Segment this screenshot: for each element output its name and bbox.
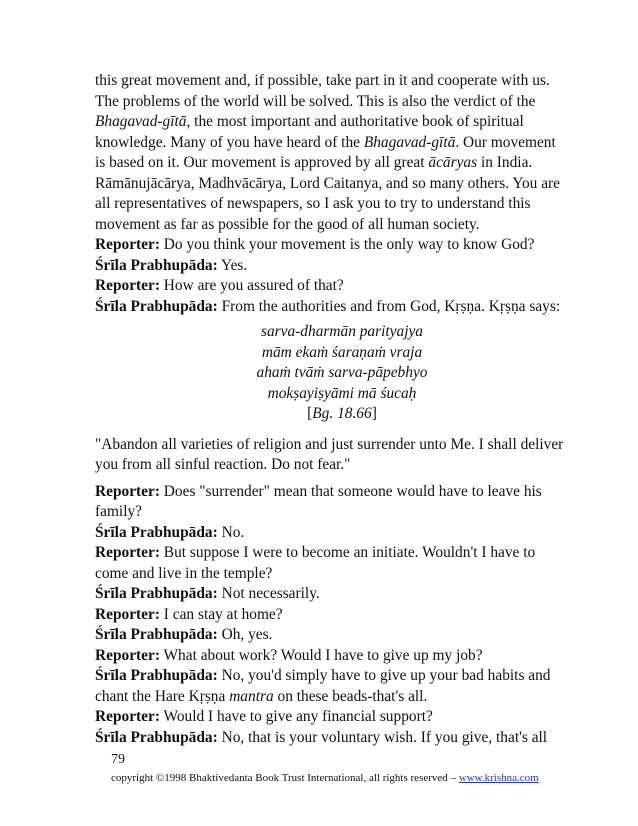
- verse-line: mokṣayiṣyāmi mā śucaḥ: [267, 384, 417, 402]
- dialogue-block-1: [95, 235, 565, 317]
- dialogue-line: [95, 256, 565, 277]
- dialogue-block-3: [95, 707, 565, 748]
- page-number: 79: [111, 752, 125, 767]
- intro-text: . Our movement is based on it. Our movement is approved by all great: [95, 133, 556, 171]
- dialogue-text: No.: [217, 523, 245, 541]
- dialogue-text: What about work? Would I have to give up my job?: [159, 646, 483, 664]
- intro-text: in India. Rāmānujācārya, Madhvācārya, Lord Caitanya, and so many others. You are all representatives of newspapers, so I ask you to try to understand this movement as far as possible for the good of all human society.: [95, 154, 560, 233]
- dialogue-line: Śrīla Prabhupāda: No, you'd simply have to give up your bad habits and chant the Hare Kṛṣṇa mantra on these beads-that's all.: [95, 667, 551, 705]
- speaker-label: Reporter:: [95, 708, 160, 725]
- speaker-label: Śrīla Prabhupāda:: [95, 626, 218, 643]
- speaker-label: Śrīla Prabhupāda:: [95, 256, 218, 274]
- dialogue-text: Does "surrender" mean that someone would have to leave his family?: [95, 482, 542, 520]
- intro-text: , the most important and authoritative book of spiritual knowledge. Many of you have heard of the: [95, 113, 524, 151]
- dialogue-line: [95, 646, 565, 667]
- copyright-footer: copyright ©1998 Bhaktivedanta Book Trust International, all rights reserved – www.krishna.com: [111, 772, 539, 784]
- verse-translation: "Abandon all varieties of religion and just surrender unto Me. I shall deliver you from all sinful reaction. Do not fear.": [95, 435, 564, 473]
- dialogue-text: Do you think your movement is the only way to know God?: [159, 236, 535, 253]
- verse-line: mām ekaṁ śaraṇaṁ vraja: [261, 343, 423, 361]
- book-title: Bhagavad-gītā: [363, 133, 456, 151]
- dialogue-line: [95, 625, 565, 646]
- website-link[interactable]: www.krishna.com: [458, 772, 539, 784]
- speaker-label: Śrīla Prabhupāda:: [95, 523, 218, 541]
- book-title: Bhagavad-gītā: [95, 113, 187, 130]
- dialogue-line: [95, 523, 565, 544]
- term-mantra: mantra: [229, 687, 274, 705]
- dialogue-line: [95, 276, 565, 297]
- dialogue-text: No, that is your voluntary wish. If you give, that's all: [217, 728, 548, 746]
- speaker-label: Reporter:: [95, 482, 160, 500]
- dialogue-line: [95, 707, 565, 728]
- verse-reference: [Bg. 18.66]: [307, 405, 377, 422]
- dialogue-text: From the authorities and from God, Kṛṣṇa. Kṛṣṇa says:: [217, 297, 561, 315]
- dialogue-text: Would I have to give any financial support?: [159, 708, 433, 725]
- speaker-label: Reporter:: [95, 544, 160, 561]
- speaker-label: Reporter:: [95, 236, 160, 253]
- dialogue-line: [95, 728, 565, 749]
- dialogue-text: Not necessarily.: [217, 585, 320, 602]
- dialogue-text: But suppose I were to become an initiate. Wouldn't I have to come and live in the temple?: [95, 544, 536, 582]
- dialogue-text: Oh, yes.: [217, 626, 273, 643]
- verse-line: sarva-dharmān parityajya: [260, 323, 423, 340]
- dialogue-text: I can stay at home?: [159, 605, 283, 623]
- speaker-label: Reporter:: [95, 277, 160, 294]
- page-body: [95, 71, 565, 748]
- intro-text: this great movement and, if possible, take part in it and cooperate with us. The problems of the world will be solved. This is also the verdict of the: [95, 72, 550, 110]
- speaker-label: Śrīla Prabhupāda:: [95, 585, 218, 602]
- dialogue-line: [95, 297, 565, 318]
- verse-block: [95, 322, 565, 425]
- verse-line: ahaṁ tvāṁ sarva-pāpebhyo: [256, 364, 428, 381]
- speaker-label: Reporter:: [95, 646, 160, 664]
- dialogue-line: [95, 605, 565, 626]
- speaker-label: Śrīla Prabhupāda:: [95, 297, 218, 315]
- speaker-label: Reporter:: [95, 605, 160, 623]
- intro-paragraph: [95, 71, 565, 235]
- dialogue-text: How are you assured of that?: [159, 277, 344, 294]
- dialogue-line: [95, 543, 565, 584]
- dialogue-text: Yes.: [217, 256, 248, 274]
- dialogue-line: [95, 584, 565, 605]
- dialogue-line: [95, 482, 565, 523]
- dialogue-line: [95, 235, 565, 256]
- speaker-label: Śrīla Prabhupāda:: [95, 667, 218, 684]
- term-acaryas: ācāryas: [428, 154, 478, 171]
- dialogue-block-2: [95, 482, 565, 667]
- speaker-label: Śrīla Prabhupāda:: [95, 728, 218, 746]
